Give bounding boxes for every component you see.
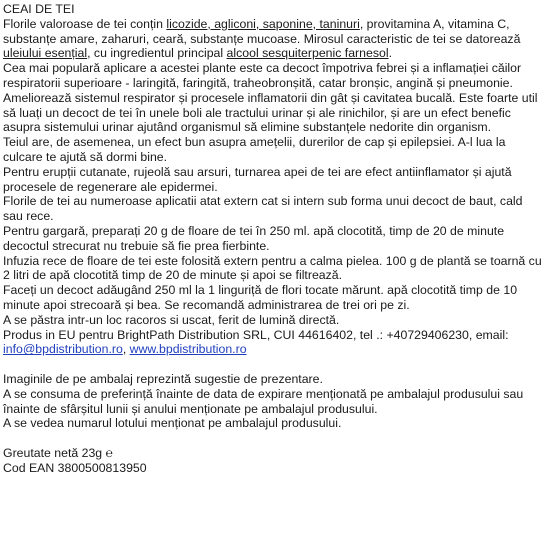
spacer xyxy=(3,357,544,372)
paragraph-decoction: Faceți un decoct adăugând 250 ml la 1 linguriță de flori tocate mărunt. apă clocotită timp de 10 minute apoi strecoară și bea. Se recomandă administrarea de trei ori pe zi. xyxy=(3,283,518,312)
ean-code: Cod EAN 3800500813950 xyxy=(3,460,147,475)
paragraph-applications: Florile de tei au numeroase aplicatii atat extern cat si intern sub forma unui decoct de baut, cald sau rece. xyxy=(3,194,523,224)
paragraph-headache: Teiul are, de asemenea, un efect bun asupra amețelii, durerilor de cap și epilepsiei. A-l lua la culcare te ajută să dormi bine. xyxy=(3,135,506,164)
paragraph-cold-infusion: Infuzia rece de floare de tei este folosită extern pentru a calma pielea. 100 g de plantă se toarnă cu 2 litri de apă clocotită timp de 20 de minute și apoi se filtrează. xyxy=(3,253,542,283)
website-link[interactable]: www.bpdistribution.ro xyxy=(129,342,247,357)
note-presentation: Imaginile de pe ambalaj reprezintă sugestie de prezentare. xyxy=(3,371,323,386)
paragraph-urinary: Ameliorează sistemul respirator și procesele inflamatorii din gât și cavitatea bucală. Este foarte util să luați un decoct de tei în unele boli ale tractului urinar și ale rinichilor, și are un efect benefic asupra sistemului urinar ajutând organismul să elimine substanțele nedorite din organism. xyxy=(3,90,538,135)
spacer xyxy=(3,431,544,446)
note-lot: A se vedea numarul lotului menționat pe ambalajul produsului. xyxy=(3,416,342,431)
intro-text-2: , provitamina A, vitamina C, substanțe amare, zaharuri, ceară, substanțe mucoase. Mirosul caracteristic de tei se datorează xyxy=(3,16,521,46)
intro-text-4: . xyxy=(388,46,392,61)
intro-text-3: , cu ingredientul principal xyxy=(87,46,227,61)
page-title: CEAI DE TEI xyxy=(3,2,75,16)
intro-text-1: Florile valoroase de tei conțin xyxy=(3,16,167,31)
producer-info xyxy=(3,328,544,358)
paragraph-respiratory: Cea mai populară aplicare a acestei plante este ca decoct împotriva febrei și a inflamației căilor respiratorii superioare - laringită, faringită, traheobronșită, catar bronșic, angină și pneumonie. xyxy=(3,61,522,90)
intro-underlined-farnesol: alcool sesquiterpenic farnesol xyxy=(226,46,389,61)
paragraph-storage: A se păstra intr-un loc racoros si uscat, ferit de lumină directă. xyxy=(3,312,340,327)
producer-separator: , xyxy=(122,342,130,357)
intro-paragraph xyxy=(3,17,544,61)
email-link[interactable]: info@bpdistribution.ro xyxy=(3,342,123,357)
paragraph-gargle: Pentru gargară, preparați 20 g de floare de tei în 250 ml. apă clocotită, timp de 20 de minute decoctul strecurat nu trebuie să fie prea fierbinte. xyxy=(3,223,505,253)
intro-underlined-compounds: licozide, agliconi, saponine, taninuri xyxy=(166,16,360,31)
producer-text: Produs in EU pentru BrightPath Distribution SRL, CUI 44616402, tel .: +40729406230, email: xyxy=(3,327,509,342)
note-expiration: A se consuma de preferință înainte de data de expirare menționată pe ambalajul produsului sau înainte de sfârșitul lunii și anului menționate pe ambalajul produsului. xyxy=(3,386,524,416)
net-weight: Greutate netă 23g ℮ xyxy=(3,445,113,460)
intro-underlined-essential-oil: uleiului esențial xyxy=(3,46,88,61)
paragraph-skin: Pentru erupții cutanate, rujeolă sau arsuri, turnarea apei de tei are efect antiinflamator și ajută procesele de regenerare ale epidermei. xyxy=(3,164,512,194)
